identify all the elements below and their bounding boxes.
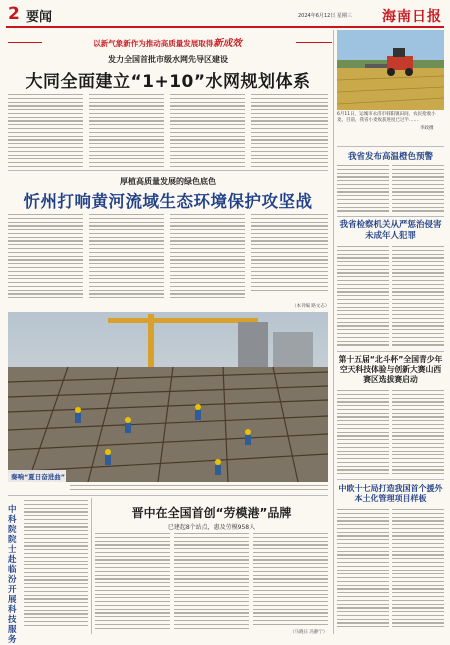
right-headline-b: 我省检察机关从严惩治侵害未成年人犯罪 [339,220,442,241]
right-c-col1 [337,390,389,477]
story2-col4 [251,214,328,293]
photo-label-box [8,470,66,482]
newspaper-logo: 海南日报 [382,9,442,25]
story3-headline: 晋中在全国首创“劳模港”品牌 [131,506,292,520]
story2-col1 [8,214,83,301]
page-header [6,4,444,28]
story2-headline: 忻州打响黄河流域生态环境保护攻坚战 [23,192,313,211]
right-headline-a: 我省发布高温橙色预警 [347,152,433,162]
story-vertical-body [24,500,88,629]
construction-photo [8,312,328,482]
story2-author: （本刊编 路文志） [292,304,330,309]
right-b-col2 [392,246,444,348]
divider [337,479,444,480]
wheat-photo-credit: 李政摄 [420,126,434,131]
wheat-harvest-photo [337,30,444,110]
story1-col4 [251,94,328,170]
right-c-col2 [392,390,444,477]
banner-rule-left [8,42,42,43]
section-title: 要闻 [26,10,53,25]
photo-label: 奏响“夏日奋进曲” [11,473,66,481]
right-d-col1 [337,509,389,630]
story3-col3 [253,533,328,628]
right-headline-c: 第十五届“北斗杯”全国青少年空天科技体验与创新大赛山西赛区选拔赛启动 [338,355,443,384]
right-b-col1 [337,246,389,348]
story3-col2 [174,533,249,631]
story1-kicker: 发力全国首批市级水网先导区建设 [108,55,228,64]
right-headline-d: 中欧十七局打造我国首个援外本土化管理项目样板 [338,484,443,503]
wheat-harvest-graphic [337,30,444,110]
story3-col1 [95,533,170,631]
divider [91,498,92,634]
story1-headline: 大同全面建立“1+10”水网规划体系 [25,72,311,92]
column-banner [40,35,295,49]
wheat-photo-caption: 6月11日，运城市永济市韩阳镇田间，农民抢收小麦。目前，我省小麦收获进度已过半…… [337,112,436,123]
story2-col3 [170,214,245,301]
right-a-col1 [337,165,389,214]
divider [337,146,444,147]
banner-rule-right [296,42,332,43]
right-a-col2 [392,165,444,214]
right-column-divider [333,30,334,634]
story3-subhead: 已建起8个站点，惠及劳模958人 [167,524,256,531]
page-number: 2 [8,4,20,24]
story3-author: （马晓日 冯静宁） [290,630,328,635]
right-d-col2 [392,509,444,630]
divider [8,170,328,171]
construction-photo-graphic [8,312,328,482]
story1-col3 [170,94,245,170]
story2-kicker: 厚植高质量发展的绿色底色 [120,177,216,186]
story1-col1 [8,94,83,170]
photo-caption-lines [70,485,328,493]
issue-date: 2024年6月12日 星期三 [298,13,352,19]
story-vertical-headline: 中科院院士赴临汾开展科技服务 [8,505,17,645]
divider [337,216,444,217]
divider [337,351,444,352]
divider [8,495,328,496]
story2-col2 [89,214,164,301]
banner-emphasis: 新成效 [213,38,242,49]
story1-col2 [89,94,164,170]
banner-prefix: 以新气象新作为推动高质量发展取得 [93,39,214,48]
